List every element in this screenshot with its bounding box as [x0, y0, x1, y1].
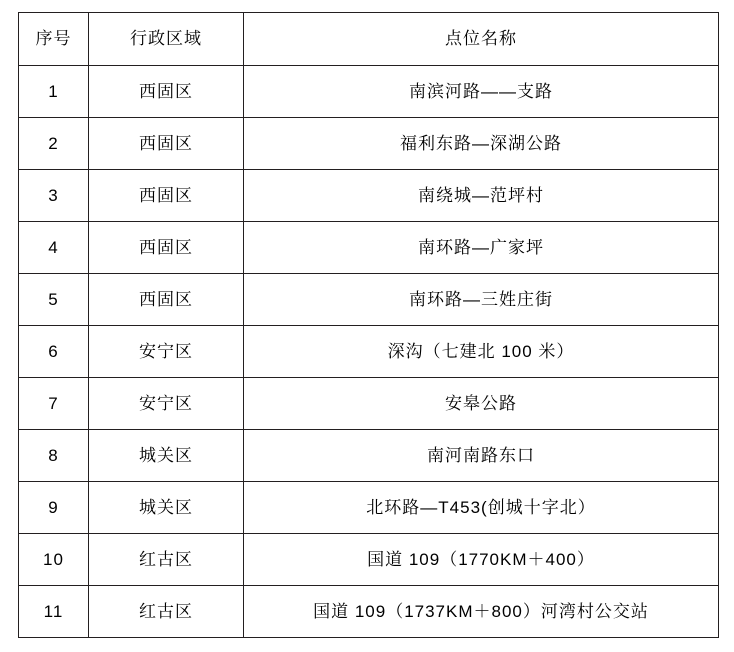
- cell-site: 安皋公路: [244, 378, 719, 430]
- cell-district: 安宁区: [89, 378, 244, 430]
- cell-index: 10: [19, 534, 89, 586]
- cell-index: 7: [19, 378, 89, 430]
- cell-site: 深沟（七建北 100 米）: [244, 326, 719, 378]
- table-row: [19, 430, 719, 482]
- cell-district: 西固区: [89, 66, 244, 118]
- cell-district: 红古区: [89, 534, 244, 586]
- table-row: [19, 66, 719, 118]
- table-row: [19, 378, 719, 430]
- cell-site: 南环路—三姓庄街: [244, 274, 719, 326]
- cell-index: 3: [19, 170, 89, 222]
- table-row: [19, 222, 719, 274]
- table-row: [19, 170, 719, 222]
- cell-site: 福利东路—深湖公路: [244, 118, 719, 170]
- table-header-row: [19, 13, 719, 66]
- cell-index: 8: [19, 430, 89, 482]
- cell-index: 4: [19, 222, 89, 274]
- table-row: [19, 482, 719, 534]
- table-row: [19, 326, 719, 378]
- cell-district: 西固区: [89, 222, 244, 274]
- table-row: [19, 274, 719, 326]
- cell-site: 国道 109（1770KM＋400）: [244, 534, 719, 586]
- cell-site: 南滨河路——支路: [244, 66, 719, 118]
- column-header-index: 序号: [19, 13, 89, 66]
- cell-district: 西固区: [89, 118, 244, 170]
- cell-district: 城关区: [89, 430, 244, 482]
- cell-district: 安宁区: [89, 326, 244, 378]
- cell-site: 国道 109（1737KM＋800）河湾村公交站: [244, 586, 719, 638]
- table-row: [19, 586, 719, 638]
- cell-district: 城关区: [89, 482, 244, 534]
- cell-site: 南绕城—范坪村: [244, 170, 719, 222]
- column-header-site: 点位名称: [244, 13, 719, 66]
- cell-district: 西固区: [89, 170, 244, 222]
- cell-index: 1: [19, 66, 89, 118]
- site-list-table: [18, 12, 719, 638]
- cell-district: 红古区: [89, 586, 244, 638]
- column-header-district: 行政区域: [89, 13, 244, 66]
- table-row: [19, 118, 719, 170]
- cell-site: 南环路—广家坪: [244, 222, 719, 274]
- cell-site: 南河南路东口: [244, 430, 719, 482]
- cell-site: 北环路—T453(创城十字北）: [244, 482, 719, 534]
- cell-index: 6: [19, 326, 89, 378]
- table-header: [19, 13, 719, 66]
- cell-district: 西固区: [89, 274, 244, 326]
- cell-index: 11: [19, 586, 89, 638]
- cell-index: 5: [19, 274, 89, 326]
- table-row: [19, 534, 719, 586]
- table-body: [19, 66, 719, 638]
- cell-index: 9: [19, 482, 89, 534]
- cell-index: 2: [19, 118, 89, 170]
